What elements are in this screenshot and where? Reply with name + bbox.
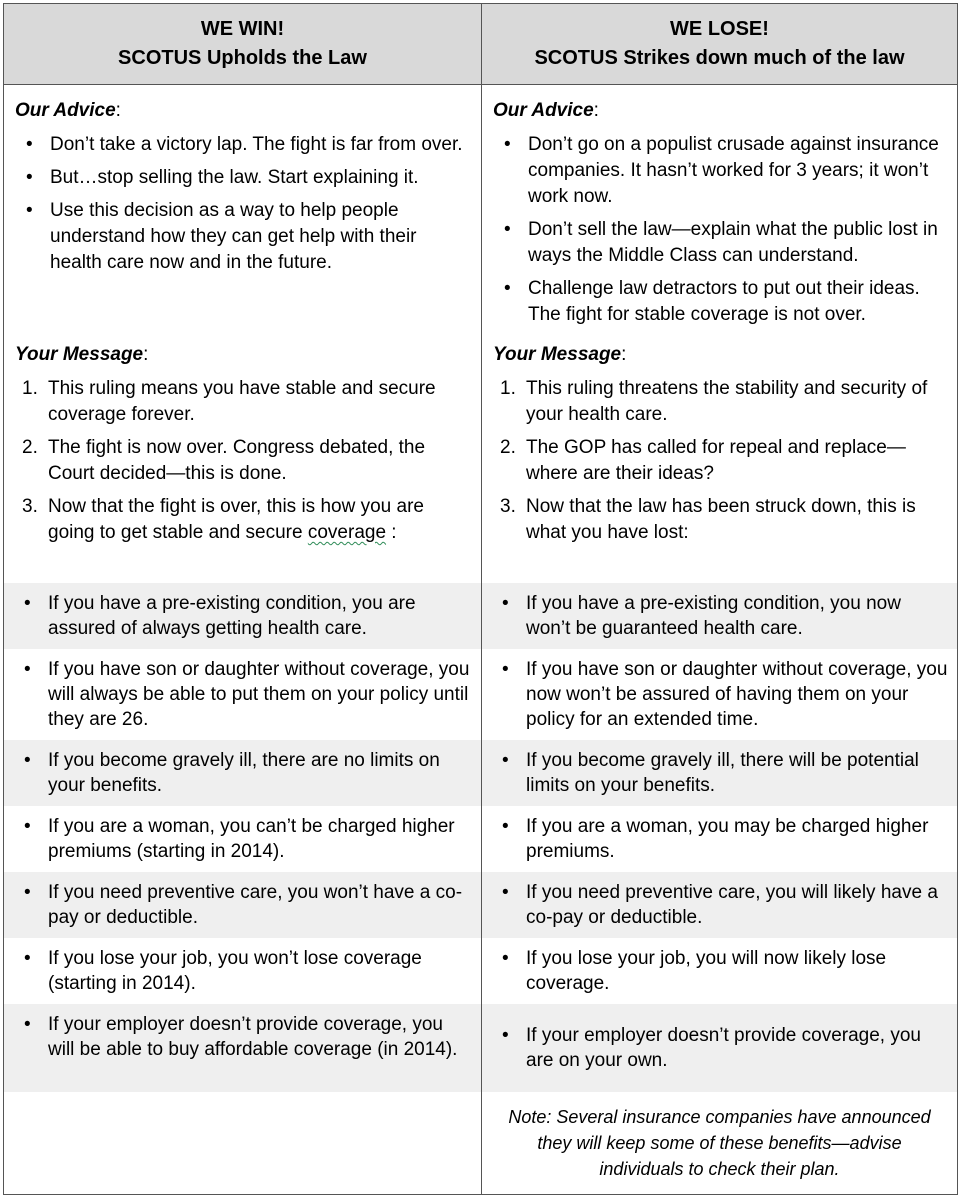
right-advice-list [482,132,957,328]
left-title: WE WIN! [200,18,285,40]
list-item: 2. The GOP has called for repeal and replace—where are their ideas? [500,437,906,484]
left-bullet: • If you have a pre-existing condition, you are assured of always getting health care. [4,583,482,649]
list-item: • Don’t go on a populist crusade against insurance companies. It hasn’t worked for 3 years; it won’t work now. [482,132,957,210]
left-message [4,340,482,583]
list-item: • But…stop selling the law. Start explaining it. [4,165,481,191]
table-row [4,1004,958,1092]
right-subtitle: SCOTUS Strikes down much of the law [534,47,905,69]
left-message-title: Your Message: [15,344,149,365]
comparison-table [3,3,958,1195]
list-item: • Challenge law detractors to put out their ideas. The fight for stable coverage is not over. [482,276,957,328]
right-advice-title: Our Advice: [493,100,599,121]
right-bullet: • If your employer doesn’t provide coverage, you are on your own. [482,1004,958,1092]
left-advice-title: Our Advice: [15,100,121,121]
left-bullet: • If you are a woman, you can’t be charged higher premiums (starting in 2014). [4,806,482,872]
list-item: • Don’t take a victory lap. The fight is far from over. [4,132,481,158]
header-row [4,4,958,85]
left-bullet: • If you have son or daughter without coverage, you will always be able to put them on your policy until they are 26. [4,649,482,740]
right-message-title: Your Message: [493,344,627,365]
right-bullet: • If you have a pre-existing condition, you now won’t be guaranteed health care. [482,583,958,649]
right-note [482,1092,958,1195]
right-message-list [482,376,957,546]
right-bullet: • If you are a woman, you may be charged higher premiums. [482,806,958,872]
right-bullet: • If you lose your job, you will now likely lose coverage. [482,938,958,1004]
left-bullet: • If you lose your job, you won’t lose coverage (starting in 2014). [4,938,482,1004]
right-bullet: • If you become gravely ill, there will be potential limits on your benefits. [482,740,958,806]
list-item: 1. This ruling means you have stable and secure coverage forever. [22,378,436,425]
message-row [4,340,958,583]
right-title: WE LOSE! [670,18,769,40]
list-item: 3. Now that the fight is over, this is how you are going to get stable and secure coverage : [22,496,424,543]
table-row [4,872,958,938]
left-bullet: • If you need preventive care, you won’t have a co-pay or deductible. [4,872,482,938]
table-row [4,740,958,806]
right-message [482,340,958,583]
spellcheck-word: coverage [307,522,387,543]
left-header [4,4,482,85]
table-row [4,938,958,1004]
left-advice-list [4,132,481,276]
right-header [482,4,958,85]
table-row [4,583,958,649]
left-empty [4,1092,482,1195]
advice-row [4,85,958,341]
table-row [4,806,958,872]
list-item: 2. The fight is now over. Congress debated, the Court decided—this is done. [22,437,426,484]
left-subtitle: SCOTUS Upholds the Law [118,47,367,69]
left-advice [4,85,482,341]
list-item: • Use this decision as a way to help people understand how they can get help with their health care now and in the future. [4,198,481,276]
right-bullet: • If you have son or daughter without coverage, you now won’t be assured of having them on your policy for an extended time. [482,649,958,740]
right-bullet: • If you need preventive care, you will likely have a co-pay or deductible. [482,872,958,938]
note-text: Note: Several insurance companies have announced they will keep some of these benefits—advise individuals to check their plan. [508,1107,931,1179]
table-row [4,649,958,740]
list-item: 3. Now that the law has been struck down, this is what you have lost: [500,496,916,543]
list-item: • Don’t sell the law—explain what the public lost in ways the Middle Class can understand. [482,217,957,269]
right-advice [482,85,958,341]
left-bullet: • If your employer doesn’t provide coverage, you will be able to buy affordable coverage (in 2014). [4,1004,482,1092]
list-item: 1. This ruling threatens the stability and security of your health care. [500,378,928,425]
left-bullet: • If you become gravely ill, there are no limits on your benefits. [4,740,482,806]
note-row [4,1092,958,1195]
left-message-list [4,376,481,546]
